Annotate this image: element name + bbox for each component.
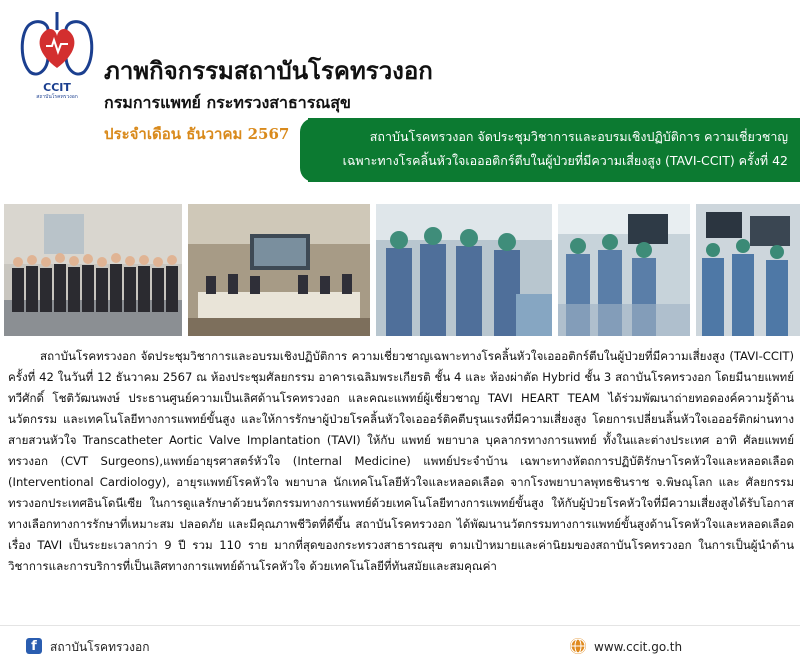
month-label: ประจำเดือน ธันวาคม 2567: [104, 125, 290, 143]
article-paragraph: สถาบันโรคทรวงอก จัดประชุมวิชาการและอบรมเชิงปฏิบัติการ ความเชี่ยวชาญเฉพาะทางโรคลิ้นหัวใจเอออติกร์ตีบในผู้ป่วยที่มีความเสี่ยงสูง (TAVI-CCIT) ครั้งที่ 42 ในวันที่ 12 ธันวาคม 2567 ณ ห้องประชุมศัลยกรรม อาคารเฉลิมพระเกียรติ ชั้น 4 และ ห้องผ่าตัด Hybrid ชั้น 3 สถาบันโรคทรวงอก โดยมีนายแพทย์ทวีศักดิ์ โชติวัฒนพงษ์ ประธานศูนย์ความเป็นเลิศด้านโรคทรวงอก และคณะแพทย์ผู้เชี่ยวชาญ TAVI HEART TEAM ได้ร่วมพัฒนาถ่ายทอดองค์ความรู้ด้านนวัตกรรม และเทคโนโลยีทางการแพทย์ขั้นสูง และให้การรักษาผู้ป่วยโรคลิ้นหัวใจเอออร์ติคตีบรุนแรงที่มีความเสี่ยงสูง โดยการเปลี่ยนลิ้นหัวใจเอออร์ติกผ่านทางสายสวนหัวใจ Transcatheter Aortic Valve Implantation (TAVI) ให้กับ แพทย์ พยาบาล บุคลากรทางการแพทย์ ทั้งในและต่างประเทศ อาทิ ศัลยแพทย์ทรวงอก (CVT Surgeons),แพทย์อายุรศาสตร์หัวใจ (Internal Medicine) แพทย์ประจำบ้าน เฉพาะทางหัตถการปฏิบัติรักษาโรคหัวใจและหลอดเลือด (Interventional Cardiology), อายุรแพทย์โรคหัวใจ พยาบาล นักเทคโนโลยีหัวใจและหลอดเลือด จากโรงพยาบาลพุทธชินราช จ.พิษณุโลก และ ศัลยกรรมทรวงอกประเทศอินโดนีเซีย ในการดูแลรักษาด้วยนวัตกรรมทางการแพทย์ด้วยเทคโนโลยีทางการแพทย์ขั้นสูง ให้กับผู้ป่วยโรคหัวใจที่มีความเสี่ยงสูงได้รับโอกาสทางเลือกทางการรักษาที่เหมาะสม ปลอดภัย และมีคุณภาพชีวิตที่ดีขึ้น สถาบันโรคทรวงอก ได้พัฒนานวัตกรรมทางการแพทย์ขั้นสูงด้านโรคหัวใจและหลอดเลือด เรื่อง TAVI เป็นระยะเวลากว่า 9 ปี รวม 110 ราย มากที่สุดของกระทรวงสาธารณสุข ตามเป้าหมายและค่านิยมของสถาบันโรคทรวงอก ในการเป็นผู้นำด้านวิชาการและการบริการที่เป็นเลิศทางการแพทย์ด้านโรคหัวใจ ด้วยเทคโนโลยีที่ทันสมัยและสมคุณค่า: [8, 349, 794, 573]
header: [0, 0, 800, 200]
surgery-team-photo: [376, 204, 552, 336]
group-photo-icon: [4, 204, 182, 336]
cath-lab-icon: [696, 204, 800, 336]
meeting-room-icon: [188, 204, 370, 336]
article-body: [8, 346, 794, 577]
page-title: ภาพกิจกรรมสถาบันโรคทรวงอก: [104, 56, 433, 85]
globe-icon: [570, 638, 586, 654]
banner-line-2: เฉพาะทางโรคลิ้นหัวใจเอออติกร์ตีบในผู้ป่วยที่มีความเสี่ยงสูง (TAVI-CCIT) ครั้งที่ 42: [342, 153, 788, 168]
photo-strip: [0, 204, 800, 336]
banner-line-1: สถาบันโรคทรวงอก จัดประชุมวิชาการและอบรมเชิงปฏิบัติการ ความเชี่ยวชาญ: [369, 129, 788, 144]
department-title: กรมการแพทย์ กระทรวงสาธารณสุข: [104, 93, 351, 112]
group-photo: [4, 204, 182, 336]
facebook-page-link[interactable]: สถาบันโรคทรวงอก: [50, 640, 150, 654]
heart-lungs-icon: [18, 6, 96, 82]
ccit-logo: [18, 6, 96, 106]
logo-name: CCIT: [43, 81, 71, 94]
cath-lab-photo: [696, 204, 800, 336]
meeting-photo: [188, 204, 370, 336]
website-link[interactable]: www.ccit.go.th: [594, 640, 683, 654]
footer: [0, 625, 800, 668]
operating-room-photo: [558, 204, 690, 336]
facebook-icon[interactable]: f: [26, 638, 42, 654]
operating-room-icon: [558, 204, 690, 336]
logo-subtitle: สถาบันโรคทรวงอก: [36, 94, 78, 100]
surgery-team-icon: [376, 204, 552, 336]
event-banner: [308, 118, 800, 182]
